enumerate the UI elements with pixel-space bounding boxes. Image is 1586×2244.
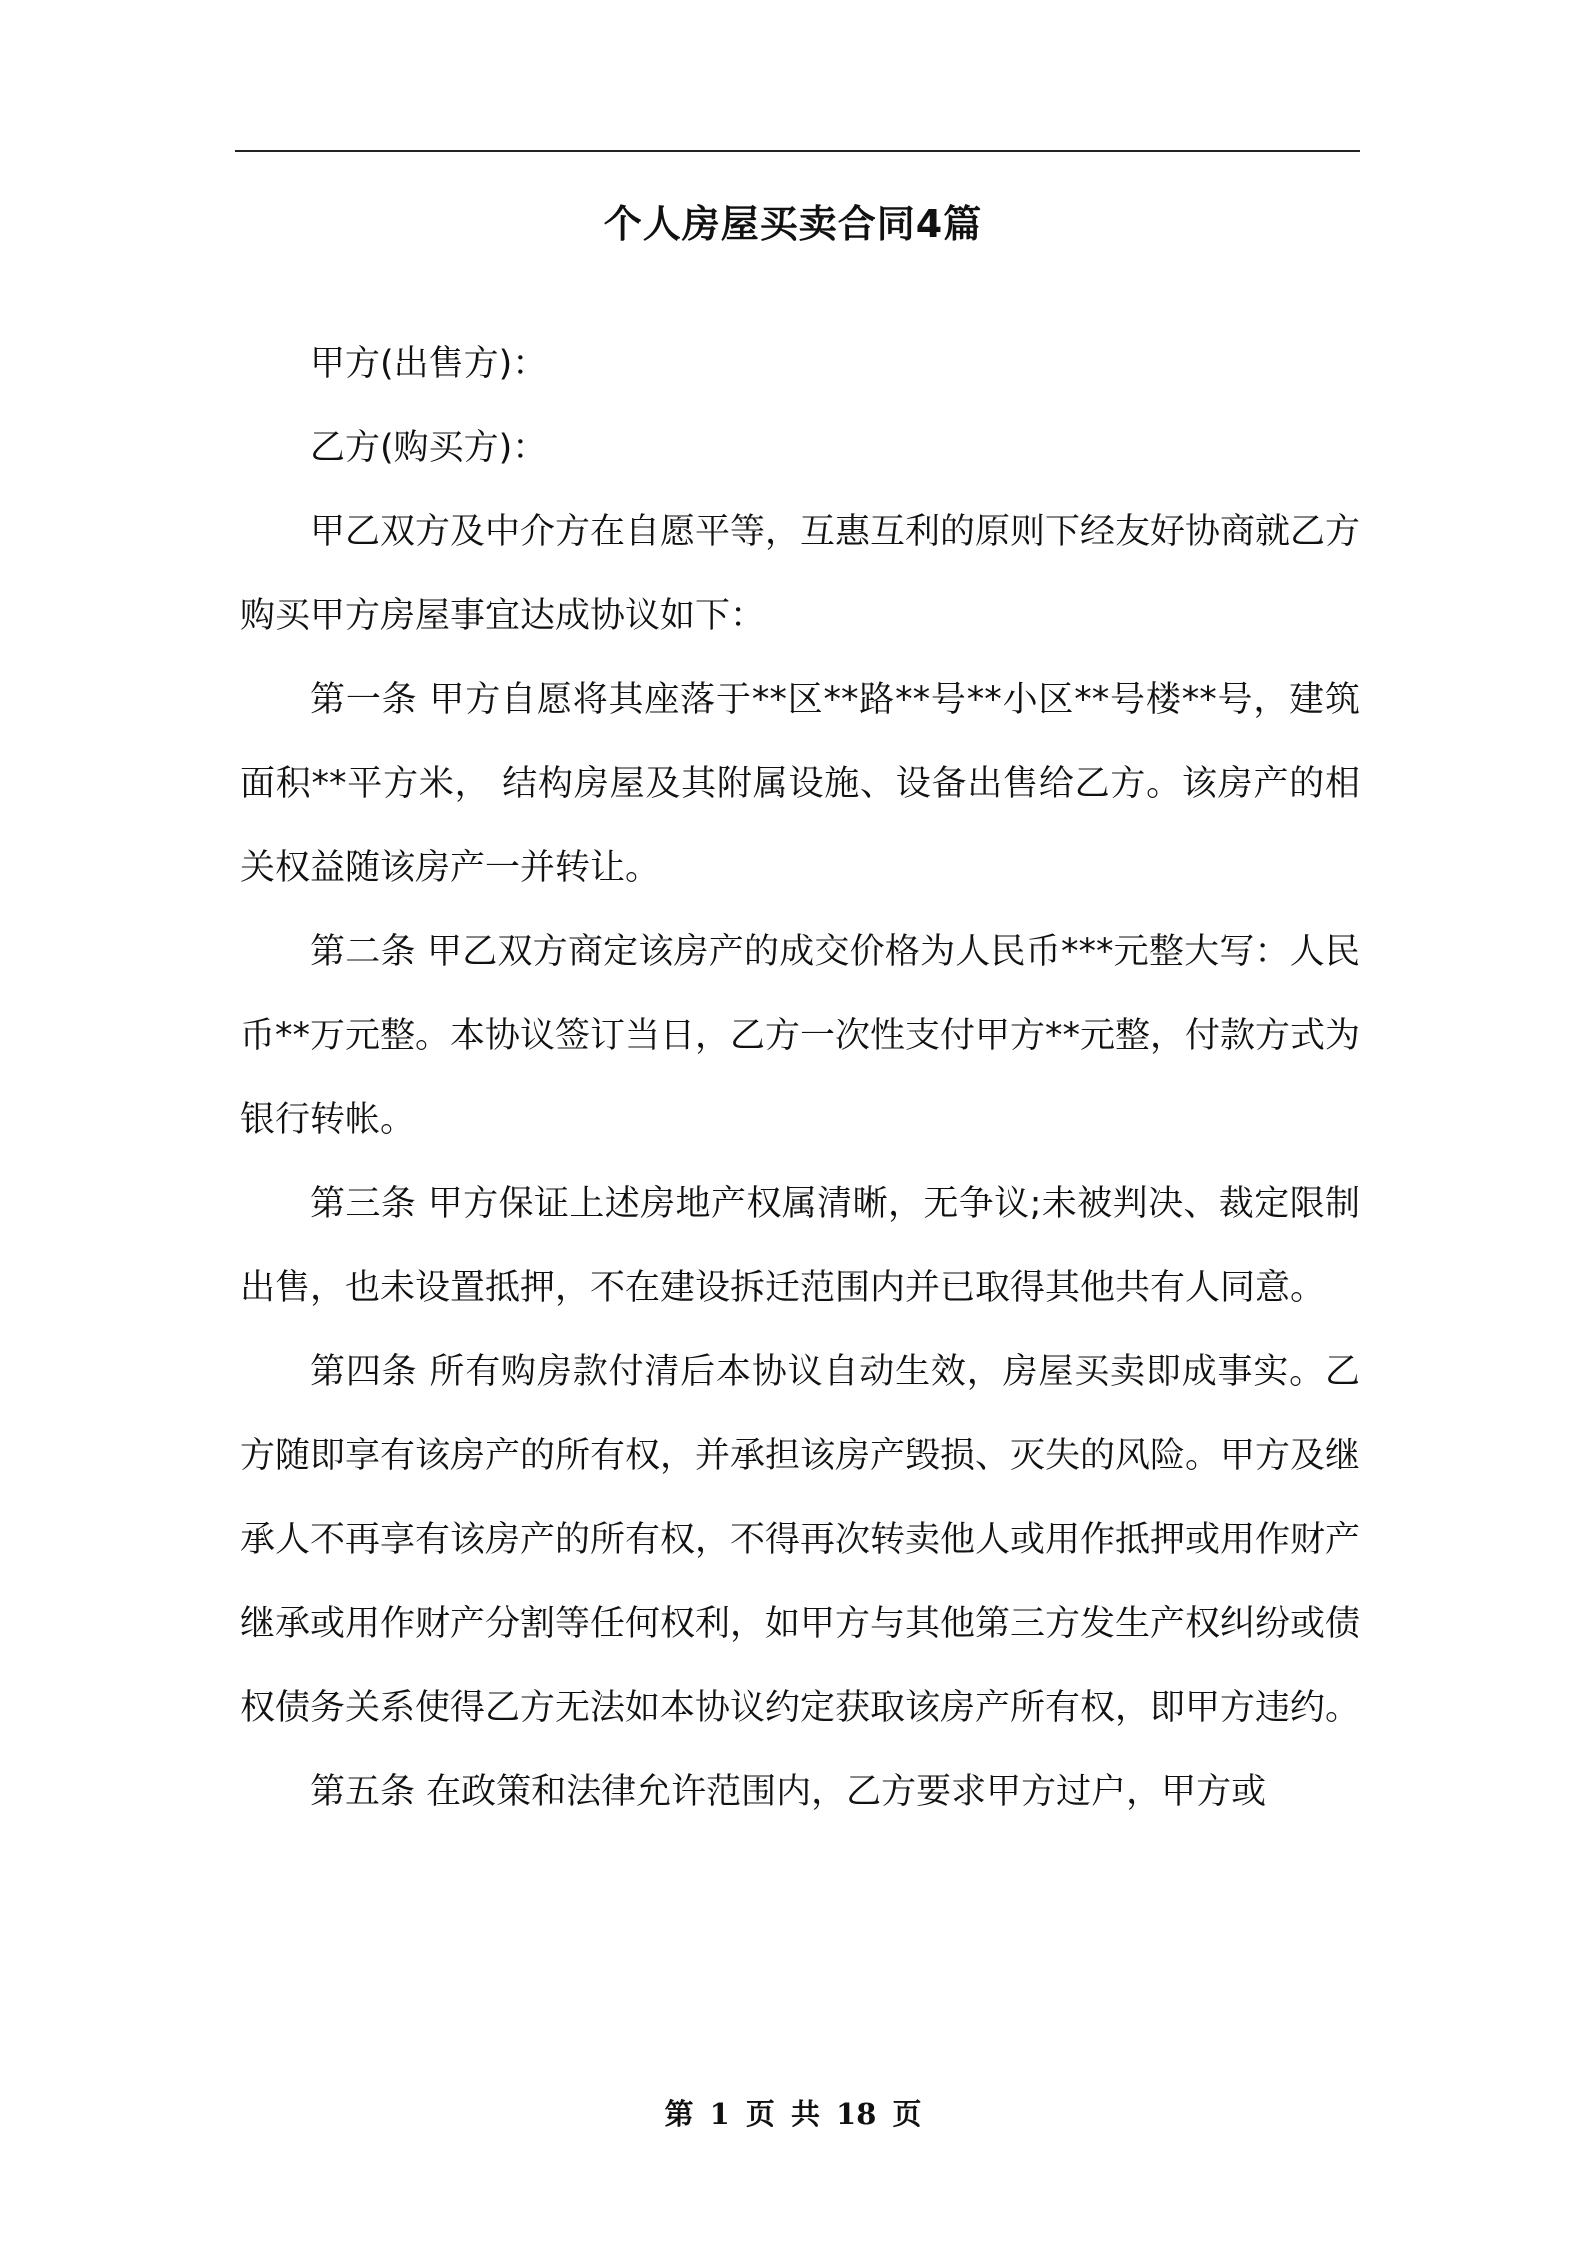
article-5-paragraph: 第五条 在政策和法律允许范围内，乙方要求甲方过户，甲方或 bbox=[310, 1772, 1267, 1812]
document-body bbox=[240, 322, 1360, 1834]
document-title: 个人房屋买卖合同4篇 bbox=[603, 202, 983, 246]
intro-paragraph: 甲乙双方及中介方在自愿平等，互惠互利的原则下经友好协商就乙方购买甲方房屋事宜达成协议如下： bbox=[240, 512, 1361, 636]
article-2-paragraph: 第二条 甲乙双方商定该房产的成交价格为人民币***元整大写：人民币**万元整。本协议签订当日，乙方一次性支付甲方**元整，付款方式为银行转帐。 bbox=[240, 932, 1361, 1140]
article-4-paragraph: 第四条 所有购房款付清后本协议自动生效，房屋买卖即成事实。乙方随即享有该房产的所有权，并承担该房产毁损、灭失的风险。甲方及继承人不再享有该房产的所有权，不得再次转卖他人或用作抵押或用作财产继承或用作财产分割等任何权利，如甲方与其他第三方发生产权纠纷或债权债务关系使得乙方无法如本协议约定获取该房产所有权，即甲方违约。 bbox=[240, 1352, 1361, 1728]
header-rule bbox=[235, 150, 1360, 152]
page-number-footer: 第 1 页 共 18 页 bbox=[664, 2097, 922, 2131]
article-3-paragraph: 第三条 甲方保证上述房地产权属清晰，无争议;未被判决、裁定限制出售，也未设置抵押，不在建设拆迁范围内并已取得其他共有人同意。 bbox=[240, 1184, 1360, 1308]
party-b-line: 乙方(购买方)： bbox=[310, 428, 548, 468]
article-1-paragraph: 第一条 甲方自愿将其座落于**区**路**号**小区**号楼**号，建筑面积**平方米， 结构房屋及其附属设施、设备出售给乙方。该房产的相关权益随该房产一并转让。 bbox=[240, 680, 1360, 888]
party-a-line: 甲方(出售方)： bbox=[310, 344, 548, 384]
